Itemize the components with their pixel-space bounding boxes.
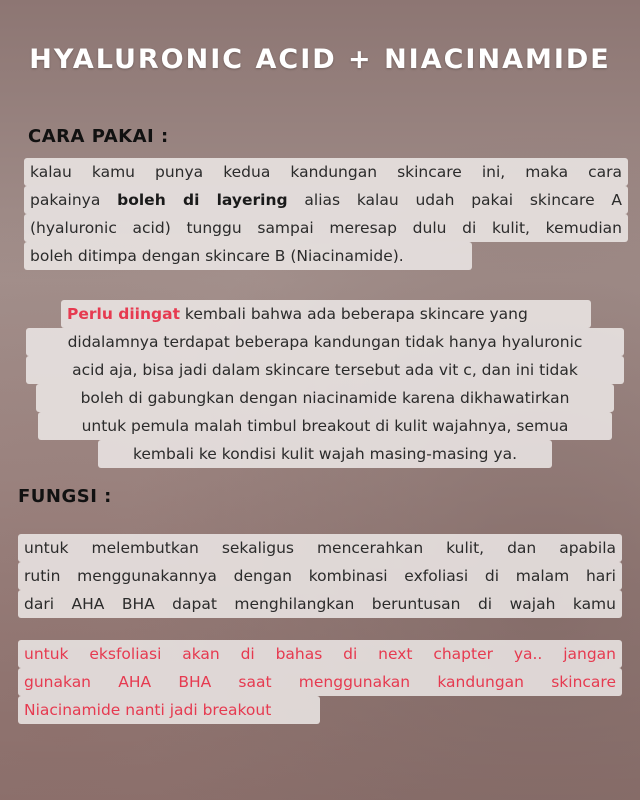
note-line-1 <box>61 300 591 328</box>
cara-pakai-heading: CARA PAKAI : <box>28 126 169 147</box>
layering-emphasis: boleh di layering <box>117 191 288 209</box>
cara-pakai-line-2 <box>24 186 628 214</box>
cara-pakai-line-3: (hyaluronic acid) tunggu sampai meresap dulu di kulit, kemudian <box>24 214 628 242</box>
page-title: HYALURONIC ACID + NIACINAMIDE <box>29 44 611 75</box>
warning-line-3: Niacinamide nanti jadi breakout <box>18 696 320 724</box>
fungsi-heading: FUNGSI : <box>18 486 112 507</box>
note-highlight: Perlu diingat <box>67 305 180 323</box>
warning-line-2: gunakan AHA BHA saat menggunakan kandungan skincare <box>18 668 622 696</box>
cara-pakai-line-2-start: pakainya <box>30 191 118 209</box>
cara-pakai-line-4: boleh ditimpa dengan skincare B (Niacinamide). <box>24 242 472 270</box>
note-line-6: kembali ke kondisi kulit wajah masing-masing ya. <box>98 440 552 468</box>
fungsi-line-1: untuk melembutkan sekaligus mencerahkan kulit, dan apabila <box>18 534 622 562</box>
fungsi-line-3: dari AHA BHA dapat menghilangkan beruntusan di wajah kamu <box>18 590 622 618</box>
cara-pakai-line-1: kalau kamu punya kedua kandungan skincare ini, maka cara <box>24 158 628 186</box>
note-line-3: acid aja, bisa jadi dalam skincare tersebut ada vit c, dan ini tidak <box>26 356 624 384</box>
fungsi-line-2: rutin menggunakannya dengan kombinasi exfoliasi di malam hari <box>18 562 622 590</box>
cara-pakai-line-2-end: alias kalau udah pakai skincare A <box>287 191 622 209</box>
warning-line-1: untuk eksfoliasi akan di bahas di next chapter ya.. jangan <box>18 640 622 668</box>
note-line-4: boleh di gabungkan dengan niacinamide karena dikhawatirkan <box>36 384 614 412</box>
note-line-2: didalamnya terdapat beberapa kandungan tidak hanya hyaluronic <box>26 328 624 356</box>
note-line-5: untuk pemula malah timbul breakout di kulit wajahnya, semua <box>38 412 612 440</box>
note-line-1-text: kembali bahwa ada beberapa skincare yang <box>179 305 528 323</box>
